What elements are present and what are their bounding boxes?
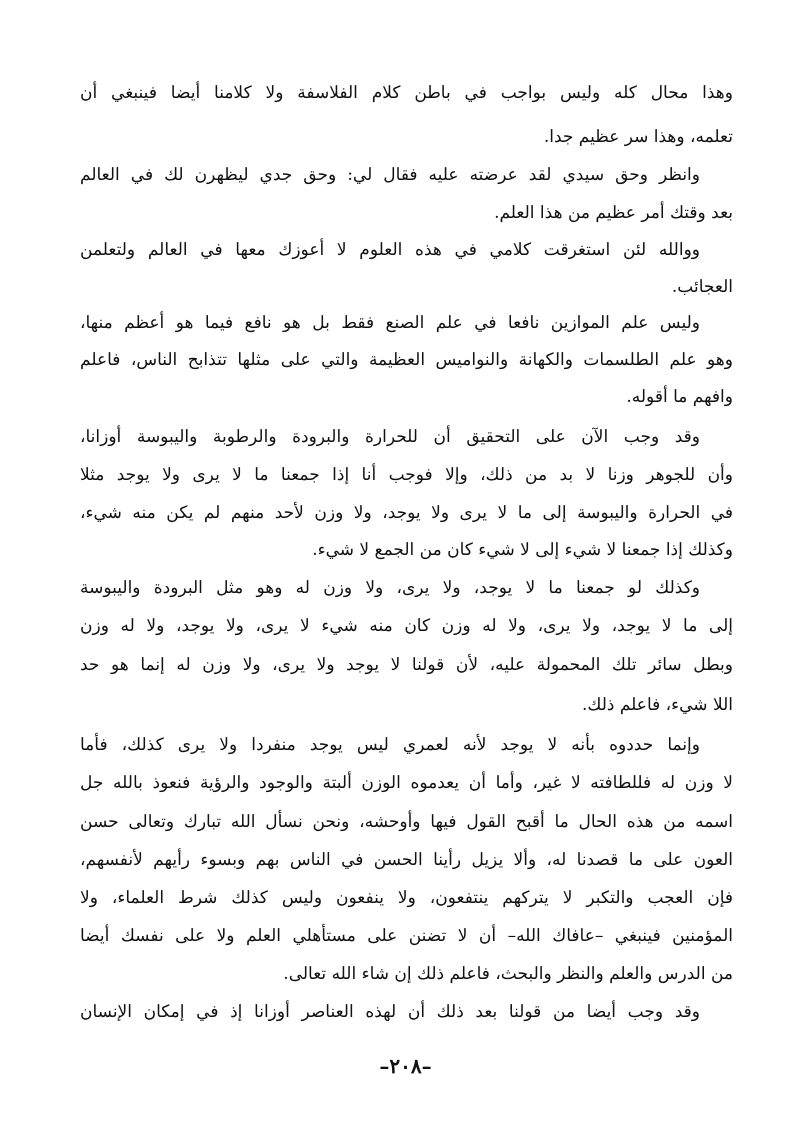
text-line: وهو علم الطلسمات والكهانة والنواميس العظيمة والتي على مثلها تتذابح الناس، فاعلم — [80, 350, 733, 370]
text-line: وانظر وحق سيدي لقد عرضته عليه فقال لي: وحق جدي ليظهرن لك في العالم — [80, 165, 700, 185]
text-line: وافهم ما أقوله. — [626, 387, 733, 407]
text-line: لا وزن له فللطافته لا غير، وأما أن يعدموه الوزن ألبتة والوجود والرؤية فنعوذ بالله جل — [80, 773, 733, 793]
text-line: العجائب. — [671, 277, 733, 297]
text-line: وهذا محال كله وليس بواجب في باطن كلام الفلاسفة ولا كلامنا أيضا فينبغي أن — [80, 83, 733, 103]
text-line: ووالله لئن استغرقت كلامي في هذه العلوم لا أعوزك معها في العالم ولتعلمن — [80, 240, 700, 260]
text-line: وقد وجب الآن على التحقيق أن للحرارة والبرودة والرطوبة واليبوسة أوزانا، — [80, 427, 700, 447]
text-line: العون على ما قصدنا له، وألا يزيل رأينا الحسن في الناس بهم وبسوء رأيهم لأنفسهم، — [80, 850, 733, 870]
text-line: وأن للجوهر وزنا لا بد من ذلك، وإلا فوجب أنا إذا جمعنا ما لا يرى ولا يوجد مثلا — [80, 465, 733, 485]
text-line: من الدرس والعلم والنظر والبحث، فاعلم ذلك إن شاء الله تعالى. — [283, 964, 733, 984]
text-line: وكذلك لو جمعنا ما لا يوجد، ولا يرى، ولا وزن له وهو مثل البرودة واليبوسة — [80, 578, 700, 598]
text-line: وقد وجب أيضا من قولنا بعد ذلك أن لهذه العناصر أوزانا إذ في إمكان الإنسان — [80, 1002, 700, 1022]
text-line: المؤمنين فينبغي –عافاك الله– أن لا تضنن على مستأهلي العلم ولا على نفسك أيضا — [80, 926, 733, 946]
text-line: بعد وقتك أمر عظيم من هذا العلم. — [494, 203, 733, 223]
text-line: اللا شيء، فاعلم ذلك. — [581, 695, 733, 715]
text-line: إلى ما لا يوجد، ولا يرى، ولا له وزن كان منه شيء لا يرى، ولا يوجد، ولا له وزن — [80, 616, 733, 636]
text-line: وكذلك إذا جمعنا لا شيء إلى لا شيء كان من الجمع لا شيء. — [312, 540, 733, 560]
text-line: وليس علم الموازين نافعا في علم الصنع فقط بل هو نافع فيما هو أعظم منها، — [80, 313, 700, 333]
text-line: وبطل سائر تلك المحمولة عليه، لأن قولنا لا يوجد ولا يرى، ولا وزن له إنما هو حد — [80, 655, 733, 675]
text-line: في الحرارة واليبوسة إلى ما لا يرى ولا يوجد، ولا وزن لأحد منهم لم يكن منه شيء، — [80, 503, 733, 523]
text-line: تعلمه، وهذا سر عظيم جدا. — [543, 127, 733, 147]
text-line: فإن العجب والتكبر لا يتركهم ينتفعون، ولا ينفعون وليس كذلك شرط العلماء، ولا — [80, 888, 733, 908]
text-line: وإنما حددوه بأنه لا يوجد لأنه لعمري ليس يوجد منفردا ولا يرى كذلك، فأما — [80, 735, 700, 755]
page-number: –٢٠٨– — [379, 1054, 432, 1078]
text-line: اسمه من هذه الحال ما أقبح القول فيها وأوحشه، ونحن نسأل الله تبارك وتعالى حسن — [80, 812, 733, 832]
